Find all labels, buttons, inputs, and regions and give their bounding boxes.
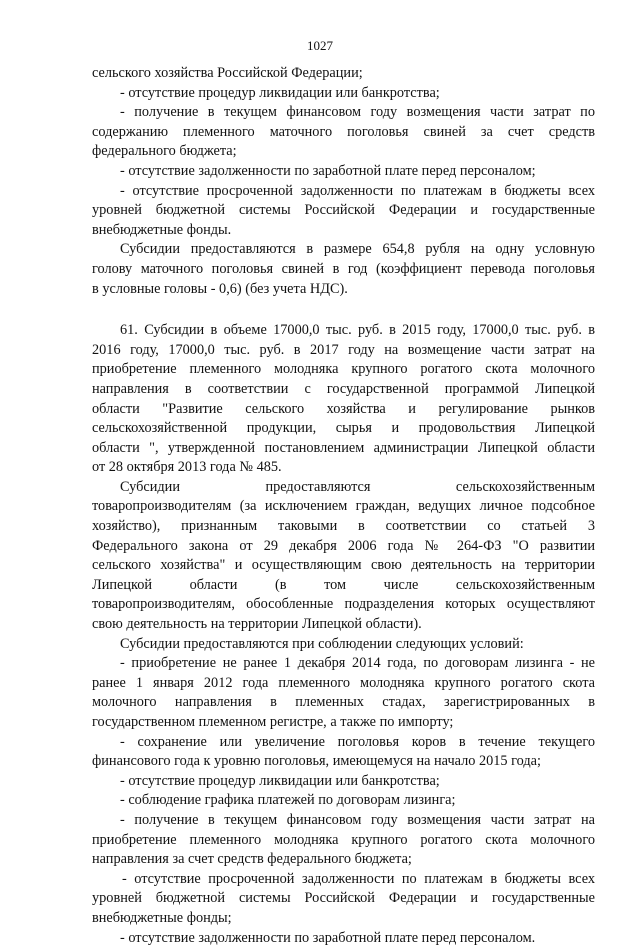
text-line: товаропроизводителям (за исключением граждан, ведущих личное подсобное bbox=[92, 498, 595, 515]
text-line: молочного направления в племенных стадах, зарегистрированных в bbox=[92, 694, 595, 711]
text-line: внебюджетные фонды. bbox=[92, 221, 232, 238]
paragraph bbox=[92, 182, 595, 241]
text-line: 2016 году, 17000,0 тыс. руб. в 2017 году на возмещение части затрат на bbox=[92, 341, 595, 358]
text-line: - соблюдение графика платежей по договорам лизинга; bbox=[120, 792, 456, 809]
text-line: сельскохозяйственной продукции, сырья и продовольствия Липецкой bbox=[92, 420, 595, 437]
paragraph bbox=[92, 733, 595, 772]
page-number: 1027 bbox=[307, 38, 333, 53]
text-line: - отсутствие задолженности по заработной плате перед персоналом; bbox=[120, 162, 536, 179]
paragraph bbox=[92, 84, 595, 104]
paragraph bbox=[92, 64, 595, 84]
text-line: приобретение племенного молодняка крупного рогатого скота молочного bbox=[92, 831, 595, 848]
text-line: области "Развитие сельского хозяйства и регулирование рынков bbox=[92, 400, 595, 417]
text-line: в условные головы - 0,6) (без учета НДС). bbox=[92, 280, 348, 297]
text-line: Липецкой области (в том числе сельскохозяйственным bbox=[92, 576, 595, 593]
paragraph bbox=[92, 478, 595, 635]
text-line: - отсутствие процедур ликвидации или банкротства; bbox=[120, 84, 440, 101]
text-line: направления за счет средств федерального бюджета; bbox=[92, 851, 412, 868]
text-line: - отсутствие просроченной задолженности по платежам в бюджеты всех bbox=[122, 870, 595, 887]
text-line: области ", утвержденной постановлением администрации Липецкой области bbox=[92, 439, 595, 456]
paragraph-gap bbox=[92, 299, 595, 321]
text-line: свою деятельность на территории Липецкой области). bbox=[92, 616, 422, 633]
text-line: содержанию племенного маточного поголовья свиней за счет средств bbox=[92, 123, 595, 140]
text-line: - получение в текущем финансовом году возмещения части затрат на bbox=[120, 811, 595, 828]
paragraph bbox=[92, 635, 595, 655]
text-line: - сохранение или увеличение поголовья коров в течение текущего bbox=[120, 733, 595, 750]
text-line: сельского хозяйства Российской Федерации; bbox=[92, 65, 363, 81]
paragraph bbox=[92, 772, 595, 792]
paragraph bbox=[92, 240, 595, 299]
document-body bbox=[92, 64, 595, 948]
text-line: от 28 октября 2013 года № 485. bbox=[92, 459, 282, 476]
text-line: хозяйство), признанным таковыми в соответствии со статьей 3 bbox=[92, 518, 595, 535]
text-line: - получение в текущем финансовом году возмещения части затрат по bbox=[120, 104, 595, 121]
text-line: направления в соответствии с государственной программой Липецкой bbox=[92, 380, 595, 397]
text-line: государственном племенном регистре, а также по импорту; bbox=[92, 714, 454, 730]
text-line: приобретение племенного молодняка крупного рогатого скота молочного bbox=[92, 361, 595, 378]
text-line: - приобретение не ранее 1 декабря 2014 года, по договорам лизинга - не bbox=[120, 655, 595, 672]
text-line: уровней бюджетной системы Российской Федерации и государственные bbox=[92, 202, 595, 219]
text-line: - отсутствие процедур ликвидации или банкротства; bbox=[120, 772, 440, 789]
text-line: Федерального закона от 29 декабря 2006 года № 264-ФЗ "О развитии bbox=[92, 537, 595, 554]
text-line: внебюджетные фонды; bbox=[92, 909, 232, 926]
text-line: Субсидии предоставляются при соблюдении следующих условий: bbox=[120, 635, 524, 652]
paragraph bbox=[92, 321, 595, 478]
text-line: - отсутствие просроченной задолженности по платежам в бюджеты всех bbox=[120, 182, 595, 199]
text-line: 61. Субсидии в объеме 17000,0 тыс. руб. в 2015 году, 17000,0 тыс. руб. в bbox=[120, 322, 595, 339]
text-line: ранее 1 января 2012 года племенного молодняка крупного рогатого скота bbox=[92, 674, 595, 691]
paragraph bbox=[92, 791, 595, 811]
text-line: уровней бюджетной системы Российской Федерации и государственные bbox=[92, 890, 595, 907]
text-line: федерального бюджета; bbox=[92, 143, 237, 160]
text-line: Субсидии предоставляются сельскохозяйственным bbox=[120, 478, 595, 495]
text-line: сельского хозяйства" и осуществляющим свою деятельность на территории bbox=[92, 557, 595, 574]
paragraph bbox=[92, 929, 595, 948]
paragraph bbox=[92, 162, 595, 182]
paragraph bbox=[92, 811, 595, 870]
text-line: Субсидии предоставляются в размере 654,8 рубля на одну условную bbox=[120, 241, 595, 258]
paragraph bbox=[92, 103, 595, 162]
text-line: финансового года к уровню поголовья, имеющемуся на начало 2015 года; bbox=[92, 753, 541, 770]
text-line: голову маточного поголовья свиней в год (коэффициент перевода поголовья bbox=[92, 260, 595, 277]
text-line: товаропроизводителям, обособленные подразделения которых осуществляют bbox=[92, 596, 595, 613]
paragraph bbox=[92, 870, 595, 929]
text-line: - отсутствие задолженности по заработной плате перед персоналом. bbox=[120, 929, 536, 946]
paragraph bbox=[92, 654, 595, 732]
